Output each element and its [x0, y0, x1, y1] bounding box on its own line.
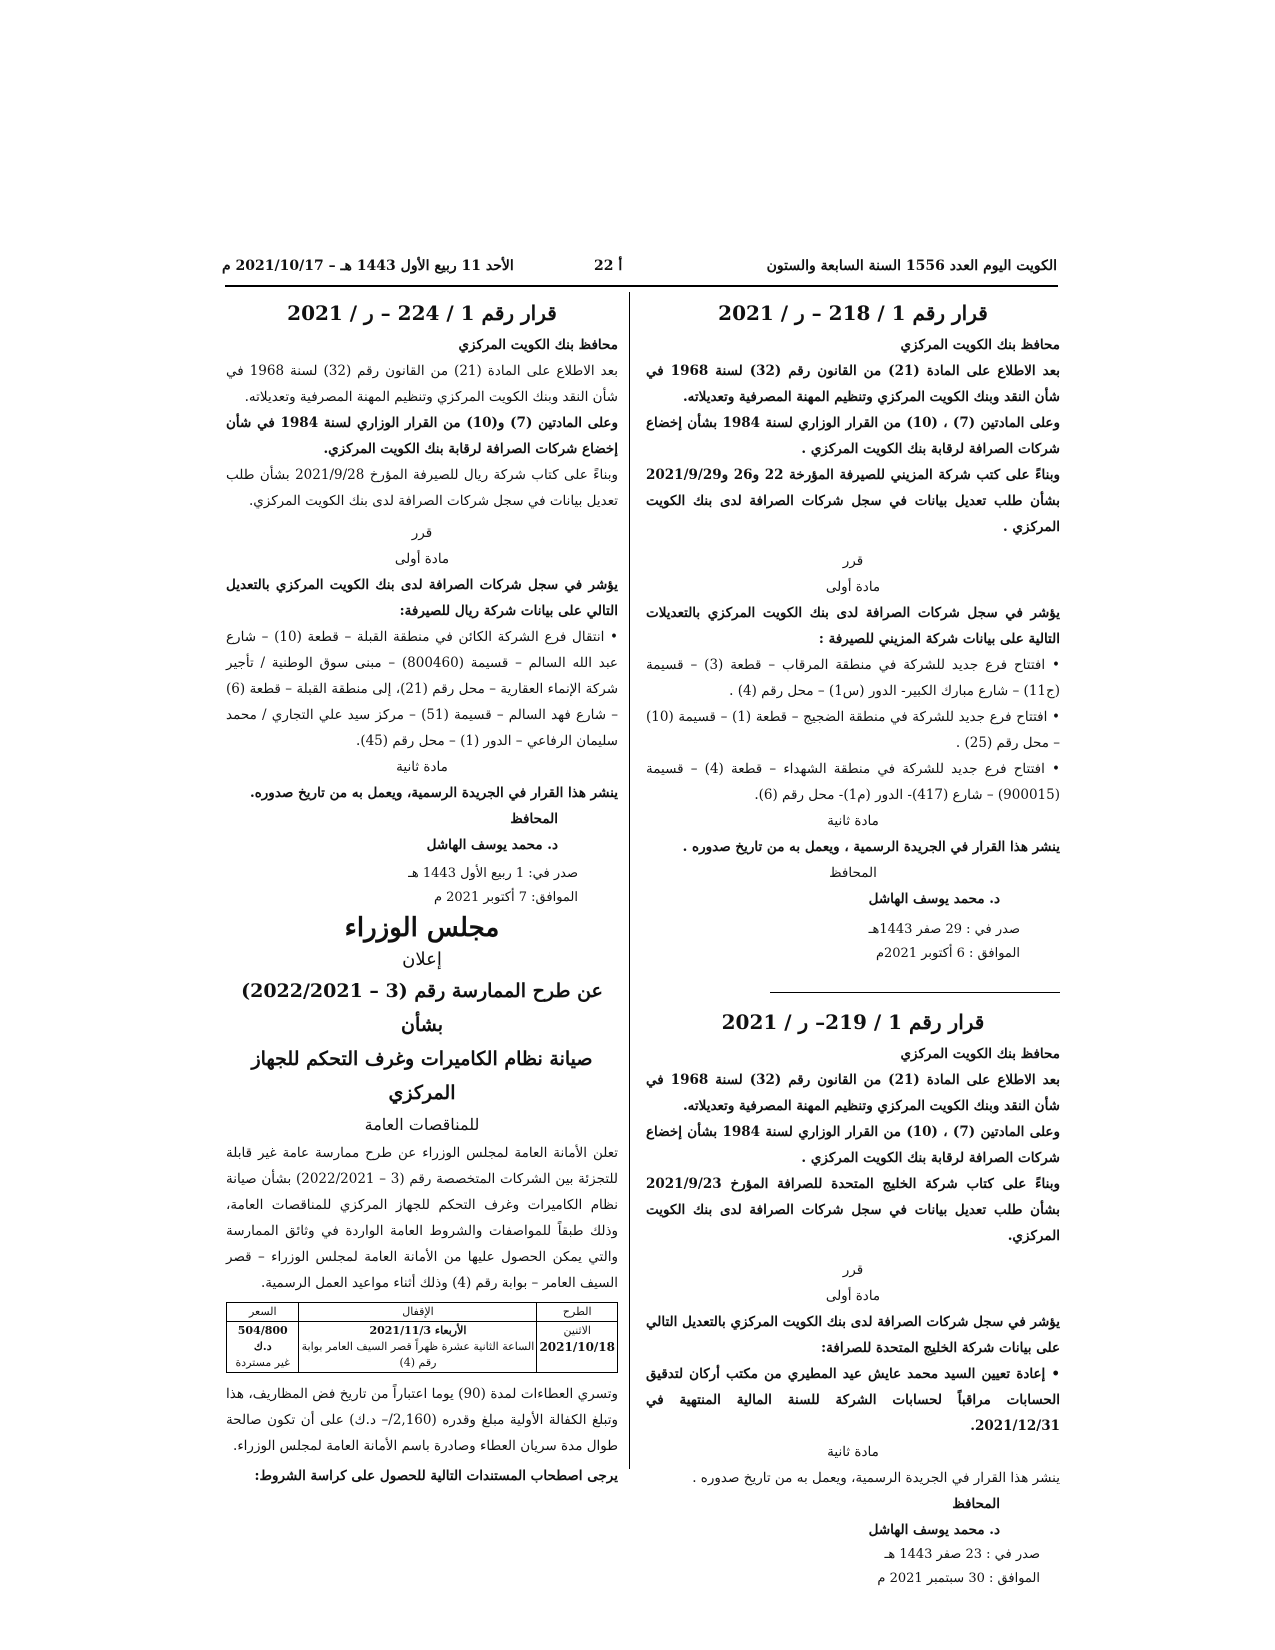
tender-validity: وتسري العطاءات لمدة (90) يوما اعتباراً من تاريخ فض المظاريف، هذا وتبلغ الكفالة الأولية مبلغ وقدره (2,160/– د.ك) على أن تكون صالحة طوال مدة سريان العطاء وصادرة باسم الأمانة العامة لمجلس الوزراء.: [226, 1386, 618, 1454]
decision-218-title: قرار رقم 1 / 218 – ر / 2021: [718, 301, 988, 325]
council-announcement: [226, 910, 618, 1489]
column-divider: [629, 292, 630, 1469]
decision-224-preamble-1: بعد الاطلاع على المادة (21) من القانون رقم (32) لسنة 1968 في شأن النقد وبنك الكويت المركزي وتنظيم المهنة المصرفية وتعديلاته.: [226, 363, 618, 405]
decision-224-preamble-3: وبناءً على كتاب شركة ريال للصيرفة المؤرخ 2021/9/28 بشأن طلب تعديل بيانات في سجل شركات الصرافة لدى بنك الكويت المركزي.: [226, 467, 618, 509]
offering-day: الاثنين: [563, 1324, 591, 1337]
decision-218-preamble-3: وبناءً على كتب شركة المزيني للصيرفة المؤرخة 22 و26 و2021/9/29 بشأن طلب تعديل بيانات في سجل شركات الصرافة لدى بنك الكويت المركزي .: [646, 467, 1060, 535]
decision-218-bullet-1: • افتتاح فرع جديد للشركة في منطقة المرقاب – قطعة (3) – قسيمة (ج11) – شارع مبارك الكبير- الدور (س1) – محل رقم (4) .: [646, 657, 1060, 699]
decision-218-article-2: مادة ثانية: [827, 813, 879, 829]
decision-218-article-2-text: ينشر هذا القرار في الجريدة الرسمية ، ويعمل به من تاريخ صدوره .: [682, 839, 1060, 855]
tender-subject-line-1: عن طرح الممارسة رقم (3 – 2022/2021) بشأن: [241, 980, 603, 1036]
decision-224-article-1-text: يؤشر في سجل شركات الصرافة لدى بنك الكويت المركزي بالتعديل التالي على بيانات شركة ريال للصيرفة:: [226, 577, 618, 619]
decision-218-preamble-2: وعلى المادتين (7) ، (10) من القرار الوزاري لسنة 1984 بشأن إخضاع شركات الصرافة لرقابة بنك الكويت المركزي .: [646, 415, 1060, 457]
decision-219-corresponding: الموافق : 30 سبتمبر 2021 م: [877, 1571, 1040, 1586]
offering-date: 2021/10/18: [539, 1340, 615, 1354]
council-heading: مجلس الوزراء: [344, 913, 500, 943]
decision-219-article-2-text: ينشر هذا القرار في الجريدة الرسمية، ويعمل به من تاريخ صدوره .: [692, 1470, 1060, 1486]
tender-schedule-table: [226, 1302, 618, 1373]
decision-218-issuer: محافظ بنك الكويت المركزي: [900, 337, 1060, 353]
decision-218-article-1: مادة أولى: [825, 579, 881, 595]
decision-224-title: قرار رقم 1 / 224 – ر / 2021: [287, 301, 557, 325]
decision-224-governor: المحافظ: [510, 811, 558, 827]
decision-224-issued: صدر في: 1 ربيع الأول 1443 هـ: [408, 866, 578, 881]
decision-219-bullet-1: • إعادة تعيين السيد محمد عايش عيد المطيري من مكتب أركان لتدقيق الحسابات مراقباً لحسابات الشركة للسنة المالية المنتهية في 2021/12/31.: [646, 1366, 1060, 1434]
decision-218-corresponding: الموافق : 6 أكتوبر 2021م: [875, 946, 1020, 961]
table-header-row: [227, 1303, 618, 1322]
table-cell-price: [227, 1322, 299, 1373]
table-row: [227, 1322, 618, 1373]
decision-219-title: قرار رقم 1 / 219– ر / 2021: [721, 1010, 985, 1034]
left-column: [226, 296, 618, 1489]
header-page-number: أ 22: [594, 258, 623, 274]
price-note: غير مستردة: [235, 1356, 290, 1369]
header-rule: [225, 285, 1058, 287]
decision-219-issued: صدر في : 23 صفر 1443 هـ: [884, 1547, 1040, 1562]
decision-219-issuer: محافظ بنك الكويت المركزي: [900, 1046, 1060, 1062]
decision-218-issued: صدر في : 29 صفر 1443هـ: [868, 922, 1020, 937]
decision-218-preamble-1: بعد الاطلاع على المادة (21) من القانون رقم (32) لسنة 1968 في شأن النقد وبنك الكويت المركزي وتنظيم المهنة المصرفية وتعديلاته.: [646, 363, 1060, 405]
decision-separator: [770, 992, 1060, 993]
decision-219: [646, 1007, 1060, 1591]
decision-224-article-1: مادة أولى: [394, 551, 450, 567]
table-header-closing: الإقفال: [299, 1303, 537, 1322]
header-publication: الكويت اليوم العدد 1556 السنة السابعة والستون: [766, 258, 1057, 274]
decision-224-corresponding: الموافق: 7 أكتوبر 2021 م: [433, 890, 578, 905]
table-cell-offering: [537, 1322, 618, 1373]
decision-219-article-2: مادة ثانية: [827, 1444, 879, 1460]
decision-218-decided: قرر: [842, 553, 864, 569]
header-date: الأحد 11 ربيع الأول 1443 هـ – 2021/10/17 م: [222, 258, 514, 274]
decision-218-bullet-2: • افتتاح فرع جديد للشركة في منطقة الضجيج – قطعة (1) – قسيمة (10) – محل رقم (25) .: [646, 709, 1060, 751]
tender-subject-line-2: صيانة نظام الكاميرات وغرف التحكم للجهاز المركزي: [251, 1048, 593, 1104]
announcement-label: إعلان: [402, 949, 442, 970]
decision-218: [646, 298, 1060, 966]
decision-224-article-2-text: ينشر هذا القرار في الجريدة الرسمية، ويعمل به من تاريخ صدوره.: [250, 785, 618, 801]
tender-subject-line-3: للمناقصات العامة: [364, 1115, 480, 1134]
decision-219-decided: قرر: [842, 1262, 864, 1278]
closing-time: الساعة الثانية عشرة ظهراً قصر السيف العامر بوابة رقم (4): [301, 1340, 535, 1369]
price-value: 504/800 د.ك: [237, 1324, 288, 1353]
right-column: [646, 296, 1060, 1591]
decision-224: [226, 298, 618, 910]
decision-219-governor: المحافظ: [952, 1496, 1000, 1512]
closing-day-date: الأربعاء 2021/11/3: [369, 1324, 467, 1337]
decision-224-article-2: مادة ثانية: [396, 759, 448, 775]
decision-218-governor: المحافظ: [829, 865, 877, 881]
decision-224-signer: د. محمد يوسف الهاشل: [426, 837, 558, 853]
decision-224-preamble-2: وعلى المادتين (7) و(10) من القرار الوزاري لسنة 1984 في شأن إخضاع شركات الصرافة لرقابة بنك الكويت المركزي.: [226, 415, 618, 457]
tender-body: تعلن الأمانة العامة لمجلس الوزراء عن طرح ممارسة عامة غير قابلة للتجزئة بين الشركات المتخصصة رقم (3 – 2022/2021) بشأن صيانة نظام الكاميرات وغرف التحكم للجهاز المركزي للمناقصات العامة، وذلك طبقاً للمواصفات والشروط العامة الواردة في وثائق الممارسة والتي يمكن الحصول عليها من الأمانة العامة لمجلس الوزراء – قصر السيف العامر – بوابة رقم (4) وذلك أثناء مواعيد العمل الرسمية.: [226, 1145, 618, 1291]
tender-documents: يرجى اصطحاب المستندات التالية للحصول على كراسة الشروط:: [254, 1468, 618, 1484]
decision-224-issuer: محافظ بنك الكويت المركزي: [458, 337, 618, 353]
decision-218-bullet-3: • افتتاح فرع جديد للشركة في منطقة الشهداء – قطعة (4) – قسيمة (900015) – شارع (417)- الدور (م1)- محل رقم (6).: [646, 761, 1060, 803]
decision-219-preamble-1: بعد الاطلاع على المادة (21) من القانون رقم (32) لسنة 1968 في شأن النقد وبنك الكويت المركزي وتنظيم المهنة المصرفية وتعديلاته.: [646, 1072, 1060, 1114]
table-header-price: السعر: [227, 1303, 299, 1322]
decision-219-signer: د. محمد يوسف الهاشل: [868, 1522, 1000, 1538]
decision-219-preamble-3: وبناءً على كتاب شركة الخليج المتحدة للصرافة المؤرخ 2021/9/23 بشأن طلب تعديل بيانات في سجل شركات الصرافة لدى بنك الكويت المركزي.: [646, 1176, 1060, 1244]
decision-224-bullet-1: • انتقال فرع الشركة الكائن في منطقة القبلة – قطعة (10) – شارع عبد الله السالم – قسيمة (800460) – مبنى سوق الوطنية / تأجير شركة الإنماء العقارية – محل رقم (21)، إلى منطقة القبلة – قطعة (6) – شارع فهد السالم – قسيمة (51) – مركز سيد علي التجاري / محمد سليمان الرفاعي – الدور (1) – محل رقم (45).: [226, 629, 619, 749]
table-cell-closing: [299, 1322, 537, 1373]
table-header-offering: الطرح: [537, 1303, 618, 1322]
decision-218-article-1-text: يؤشر في سجل شركات الصرافة لدى بنك الكويت المركزي بالتعديلات التالية على بيانات شركة المزيني للصيرفة :: [646, 605, 1060, 647]
decision-219-article-1: مادة أولى: [825, 1288, 881, 1304]
decision-219-preamble-2: وعلى المادتين (7) ، (10) من القرار الوزاري لسنة 1984 بشأن إخضاع شركات الصرافة لرقابة بنك الكويت المركزي .: [646, 1124, 1060, 1166]
decision-219-article-1-text: يؤشر في سجل شركات الصرافة لدى بنك الكويت المركزي بالتعديل التالي على بيانات شركة الخليج المتحدة للصرافة:: [646, 1314, 1060, 1356]
decision-224-decided: قرر: [411, 525, 433, 541]
decision-218-signer: د. محمد يوسف الهاشل: [868, 891, 1000, 907]
